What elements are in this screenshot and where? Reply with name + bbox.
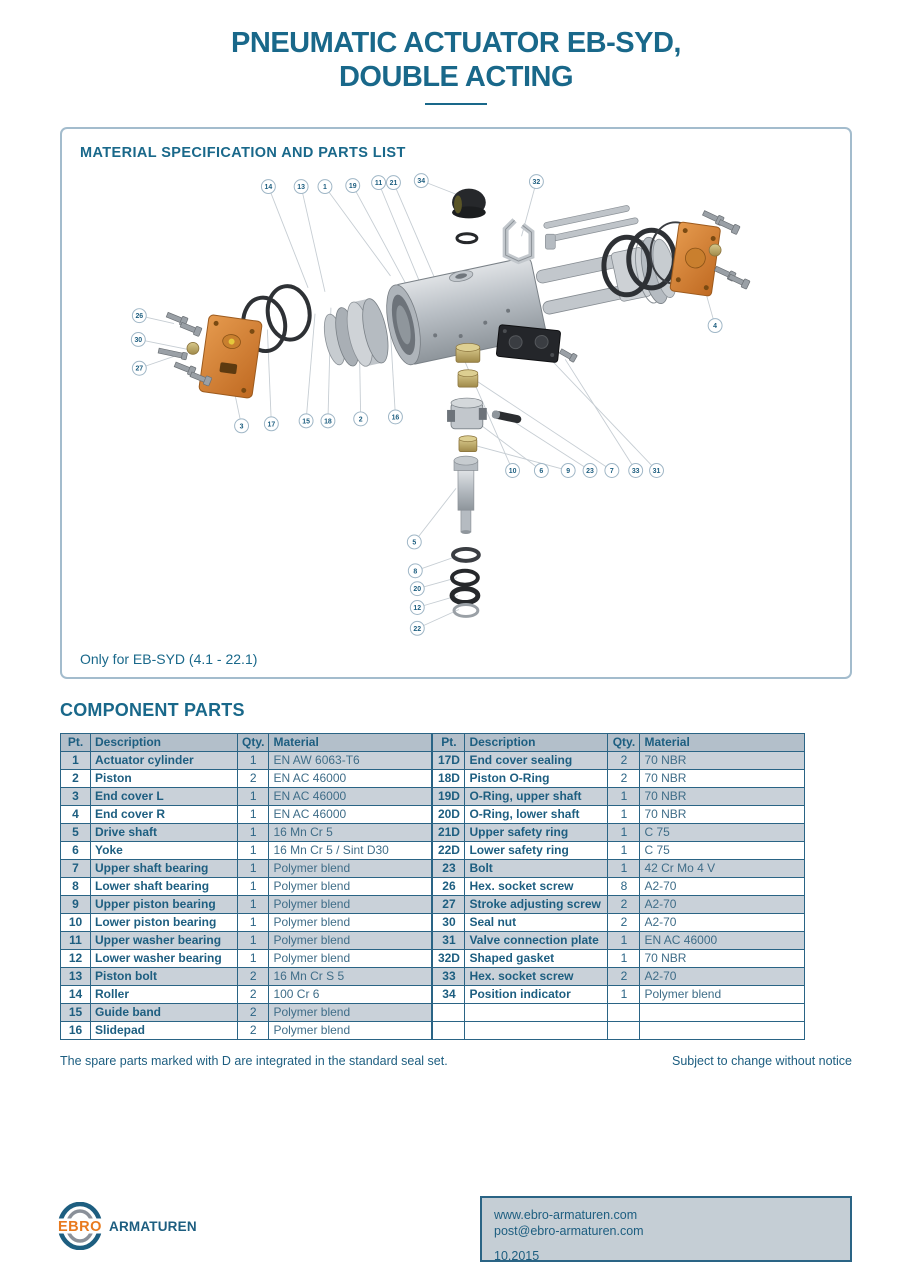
callout-number: 11: [374, 180, 383, 188]
column-header-qty: Qty.: [238, 734, 269, 752]
callout-number: 19: [348, 183, 357, 191]
table-header-row: [61, 734, 432, 752]
quantity-cell: 1: [608, 788, 640, 806]
quantity-cell: 1: [608, 986, 640, 1004]
callout-number: 9: [566, 467, 571, 475]
material-cell: A2-70: [640, 896, 805, 914]
part-number-cell: 20D: [433, 806, 465, 824]
material-cell: EN AC 46000: [269, 770, 432, 788]
description-cell: Stroke adjusting screw: [465, 896, 608, 914]
part-number-cell: 12: [61, 950, 91, 968]
table-row: [433, 860, 805, 878]
quantity-cell: 1: [238, 824, 269, 842]
description-cell: Piston: [91, 770, 238, 788]
description-cell: Hex. socket screw: [465, 968, 608, 986]
material-cell: [640, 1004, 805, 1022]
column-header-qty: Qty.: [608, 734, 640, 752]
table-row: [61, 914, 432, 932]
callout-number: 10: [508, 467, 517, 475]
callout-number: 1: [323, 184, 327, 192]
parts-table-left: [60, 733, 432, 1040]
quantity-cell: 1: [608, 824, 640, 842]
material-specification-panel: [60, 127, 852, 679]
ebro-logo-icon: [55, 1202, 107, 1250]
column-header-material: Material: [269, 734, 432, 752]
callout-number: 15: [302, 418, 310, 426]
quantity-cell: 2: [608, 914, 640, 932]
quantity-cell: 1: [608, 860, 640, 878]
material-cell: [640, 1022, 805, 1040]
column-header-description: Description: [465, 734, 608, 752]
description-cell: Seal nut: [465, 914, 608, 932]
description-cell: Drive shaft: [91, 824, 238, 842]
callout-leader-line: [565, 359, 635, 470]
callout-number: 34: [417, 178, 426, 186]
end-cover-right: [670, 222, 721, 297]
description-cell: End cover L: [91, 788, 238, 806]
quantity-cell: 2: [238, 986, 269, 1004]
material-cell: 16 Mn Cr 5: [269, 824, 432, 842]
description-cell: Slidepad: [91, 1022, 238, 1040]
part-number-cell: 11: [61, 932, 91, 950]
callout-number: 32: [532, 179, 541, 187]
material-cell: C 75: [640, 824, 805, 842]
description-cell: O-Ring, upper shaft: [465, 788, 608, 806]
quantity-cell: 1: [238, 806, 269, 824]
column-header-description: Description: [91, 734, 238, 752]
description-cell: Piston bolt: [91, 968, 238, 986]
quantity-cell: 2: [238, 770, 269, 788]
part-number-cell: 5: [61, 824, 91, 842]
description-cell: Upper piston bearing: [91, 896, 238, 914]
part-number-cell: 26: [433, 878, 465, 896]
quantity-cell: 1: [238, 914, 269, 932]
table-row: [61, 896, 432, 914]
callout-number: 4: [713, 323, 718, 331]
description-cell: Yoke: [91, 842, 238, 860]
quantity-cell: 1: [238, 878, 269, 896]
table-row: [61, 806, 432, 824]
material-cell: C 75: [640, 842, 805, 860]
description-cell: Shaped gasket: [465, 950, 608, 968]
callout-leader-line: [353, 186, 413, 296]
website-link[interactable]: www.ebro-armaturen.com: [494, 1208, 638, 1222]
table-row: [433, 932, 805, 950]
part-number-cell: 22D: [433, 842, 465, 860]
callout-leader-line: [414, 488, 456, 542]
quantity-cell: 2: [608, 770, 640, 788]
material-cell: Polymer blend: [269, 896, 432, 914]
callout-leader-line: [301, 187, 325, 292]
parts-table-right: [432, 733, 805, 1040]
table-row: [433, 896, 805, 914]
table-row: [61, 986, 432, 1004]
part-number-cell: 8: [61, 878, 91, 896]
description-cell: Guide band: [91, 1004, 238, 1022]
table-row: [61, 824, 432, 842]
part-number-cell: 3: [61, 788, 91, 806]
description-cell: Lower washer bearing: [91, 950, 238, 968]
quantity-cell: 2: [608, 968, 640, 986]
part-number-cell: 19D: [433, 788, 465, 806]
material-cell: 100 Cr 6: [269, 986, 432, 1004]
description-cell: Bolt: [465, 860, 608, 878]
part-number-cell: [433, 1022, 465, 1040]
table-row: [433, 824, 805, 842]
callout-number: 27: [135, 365, 144, 373]
material-cell: 16 Mn Cr S 5: [269, 968, 432, 986]
callout-number: 6: [539, 467, 544, 475]
description-cell: [465, 1022, 608, 1040]
callout-number: 13: [297, 184, 305, 192]
callout-leader-line: [510, 419, 590, 471]
callout-number: 30: [134, 336, 143, 344]
seal-set-footnote: The spare parts marked with D are integrated in the standard seal set.: [60, 1054, 448, 1068]
table-row: [61, 752, 432, 770]
quantity-cell: 1: [608, 950, 640, 968]
quantity-cell: 1: [238, 842, 269, 860]
callout-number: 17: [267, 421, 276, 429]
part-number-cell: 17D: [433, 752, 465, 770]
component-parts-heading: COMPONENT PARTS: [60, 700, 245, 720]
material-cell: 70 NBR: [640, 950, 805, 968]
description-cell: Piston O-Ring: [465, 770, 608, 788]
contact-info-box: [480, 1196, 852, 1262]
exploded-view-drawing: [62, 129, 850, 677]
part-number-cell: 16: [61, 1022, 91, 1040]
table-row: [61, 878, 432, 896]
quantity-cell: 1: [238, 932, 269, 950]
description-cell: Actuator cylinder: [91, 752, 238, 770]
callout-number: 21: [389, 180, 398, 188]
table-row: [61, 860, 432, 878]
callout-number: 33: [631, 467, 640, 475]
diagram-heading: MATERIAL SPECIFICATION AND PARTS LIST: [80, 145, 406, 161]
table-row: [61, 1022, 432, 1040]
material-cell: EN AC 46000: [640, 932, 805, 950]
part-number-cell: 14: [61, 986, 91, 1004]
callout-number: 5: [412, 539, 417, 547]
quantity-cell: 1: [238, 860, 269, 878]
material-cell: A2-70: [640, 968, 805, 986]
quantity-cell: 1: [608, 842, 640, 860]
quantity-cell: 1: [238, 752, 269, 770]
quantity-cell: 2: [238, 1004, 269, 1022]
material-cell: Polymer blend: [269, 932, 432, 950]
quantity-cell: 1: [238, 788, 269, 806]
part-number-cell: 2: [61, 770, 91, 788]
table-row: [433, 914, 805, 932]
callout-leader-line: [138, 339, 188, 349]
part-number-cell: 33: [433, 968, 465, 986]
material-cell: 70 NBR: [640, 752, 805, 770]
table-row: [433, 968, 805, 986]
callout-leader-line: [472, 445, 568, 471]
part-number-cell: 21D: [433, 824, 465, 842]
logo-armaturen-text: ARMATUREN: [109, 1218, 197, 1234]
table-row: [433, 788, 805, 806]
material-cell: EN AC 46000: [269, 788, 432, 806]
quantity-cell: 1: [608, 806, 640, 824]
part-number-cell: 31: [433, 932, 465, 950]
quantity-cell: [608, 1022, 640, 1040]
component-parts-table: [60, 733, 852, 1040]
part-number-cell: 23: [433, 860, 465, 878]
title-underline: [425, 103, 487, 105]
email-link[interactable]: post@ebro-armaturen.com: [494, 1224, 644, 1239]
column-header-pt: Pt.: [433, 734, 465, 752]
description-cell: O-Ring, lower shaft: [465, 806, 608, 824]
callout-number: 3: [239, 423, 244, 431]
callout-number: 12: [413, 604, 422, 612]
part-number-cell: 18D: [433, 770, 465, 788]
material-cell: Polymer blend: [269, 860, 432, 878]
callout-leader-line: [537, 345, 656, 470]
table-row: [433, 1022, 805, 1040]
description-cell: [465, 1004, 608, 1022]
description-cell: Lower piston bearing: [91, 914, 238, 932]
callout-number: 16: [391, 414, 400, 422]
material-cell: 16 Mn Cr 5 / Sint D30: [269, 842, 432, 860]
quantity-cell: 2: [238, 968, 269, 986]
quantity-cell: 1: [608, 932, 640, 950]
part-number-cell: 15: [61, 1004, 91, 1022]
quantity-cell: 2: [608, 896, 640, 914]
part-number-cell: 27: [433, 896, 465, 914]
actuator-exploded-assembly: [158, 189, 750, 617]
table-row: [433, 806, 805, 824]
description-cell: Lower shaft bearing: [91, 878, 238, 896]
description-cell: End cover R: [91, 806, 238, 824]
part-number-cell: 4: [61, 806, 91, 824]
table-row: [433, 950, 805, 968]
description-cell: Lower safety ring: [465, 842, 608, 860]
table-row: [61, 788, 432, 806]
table-row: [61, 842, 432, 860]
table-header-row: [433, 734, 805, 752]
callout-number: 18: [324, 418, 332, 426]
callout-number: 14: [264, 184, 273, 192]
callout-leader-line: [267, 330, 271, 424]
quantity-cell: 2: [608, 752, 640, 770]
callout-leader-line: [325, 187, 391, 276]
company-logo: [55, 1202, 197, 1250]
callout-number: 2: [358, 416, 363, 424]
callout-number: 8: [413, 568, 418, 576]
part-number-cell: 9: [61, 896, 91, 914]
part-number-cell: [433, 1004, 465, 1022]
material-cell: Polymer blend: [269, 1004, 432, 1022]
material-cell: A2-70: [640, 878, 805, 896]
table-row: [433, 878, 805, 896]
table-footnotes: [60, 1054, 852, 1068]
quantity-cell: 8: [608, 878, 640, 896]
description-cell: Valve connection plate: [465, 932, 608, 950]
logo-ebro-text: EBRO: [58, 1219, 102, 1235]
table-row: [61, 968, 432, 986]
part-number-cell: 6: [61, 842, 91, 860]
material-cell: 42 Cr Mo 4 V: [640, 860, 805, 878]
column-header-material: Material: [640, 734, 805, 752]
callout-number: 22: [413, 625, 422, 633]
description-cell: Position indicator: [465, 986, 608, 1004]
table-row: [61, 1004, 432, 1022]
drive-shaft: [454, 456, 478, 534]
material-cell: Polymer blend: [269, 914, 432, 932]
description-cell: Upper safety ring: [465, 824, 608, 842]
quantity-cell: 2: [238, 1022, 269, 1040]
part-number-cell: 30: [433, 914, 465, 932]
callout-number: 31: [652, 467, 661, 475]
page-title: [0, 26, 912, 94]
material-cell: 70 NBR: [640, 770, 805, 788]
part-number-cell: 13: [61, 968, 91, 986]
description-cell: Hex. socket screw: [465, 878, 608, 896]
part-number-cell: 34: [433, 986, 465, 1004]
diagram-note: Only for EB-SYD (4.1 - 22.1): [80, 651, 258, 667]
description-cell: Roller: [91, 986, 238, 1004]
column-header-pt: Pt.: [61, 734, 91, 752]
part-number-cell: 10: [61, 914, 91, 932]
description-cell: End cover sealing: [465, 752, 608, 770]
material-cell: Polymer blend: [269, 950, 432, 968]
material-cell: EN AW 6063-T6: [269, 752, 432, 770]
table-row: [433, 1004, 805, 1022]
callout-leader-line: [268, 187, 308, 288]
part-number-cell: 32D: [433, 950, 465, 968]
material-cell: A2-70: [640, 914, 805, 932]
material-cell: 70 NBR: [640, 806, 805, 824]
description-cell: Upper washer bearing: [91, 932, 238, 950]
table-row: [433, 770, 805, 788]
table-row: [61, 932, 432, 950]
callout-number: 26: [135, 313, 144, 321]
change-notice-footnote: Subject to change without notice: [672, 1054, 852, 1068]
material-cell: Polymer blend: [640, 986, 805, 1004]
page-title-line1: PNEUMATIC ACTUATOR EB-SYD,: [231, 27, 681, 59]
callout-leader-line: [474, 379, 612, 470]
callout-number: 7: [609, 467, 614, 475]
table-row: [433, 986, 805, 1004]
part-number-cell: 7: [61, 860, 91, 878]
table-row: [61, 770, 432, 788]
description-cell: Upper shaft bearing: [91, 860, 238, 878]
quantity-cell: 1: [238, 896, 269, 914]
table-row: [61, 950, 432, 968]
table-row: [433, 752, 805, 770]
page-title-line2: DOUBLE ACTING: [338, 61, 574, 94]
material-cell: Polymer blend: [269, 1022, 432, 1040]
quantity-cell: 1: [238, 950, 269, 968]
material-cell: EN AC 46000: [269, 806, 432, 824]
table-row: [433, 842, 805, 860]
callout-number: 20: [413, 586, 422, 594]
publication-date: 10.2015: [494, 1248, 540, 1263]
material-cell: 70 NBR: [640, 788, 805, 806]
quantity-cell: [608, 1004, 640, 1022]
part-number-cell: 1: [61, 752, 91, 770]
callout-number: 23: [586, 467, 594, 475]
material-cell: Polymer blend: [269, 878, 432, 896]
